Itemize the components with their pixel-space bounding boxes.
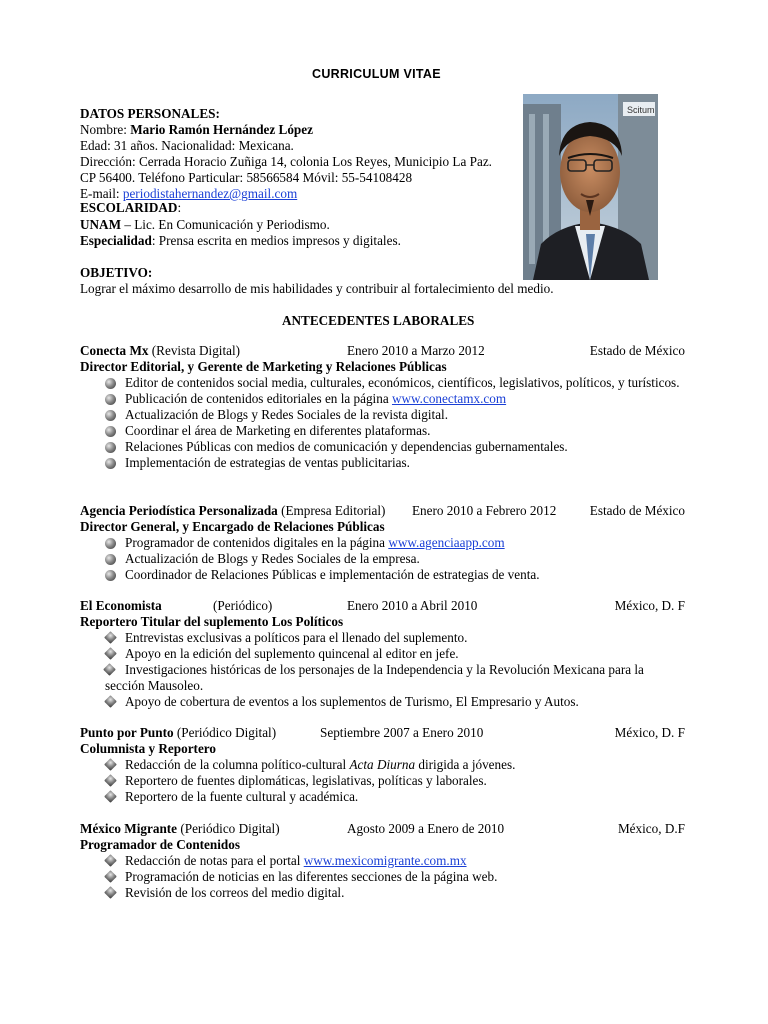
job-header: Punto por Punto (Periódico Digital) Septiembre 2007 a Enero 2010 México, D. F [80,725,685,740]
specialty-line: Especialidad: Prensa escrita en medios impresos y digitales. [80,233,401,248]
personal-heading: DATOS PERSONALES: [80,106,220,121]
job-entry-punto [80,725,685,805]
job-entry-agencia [80,503,685,583]
list-item: Actualización de Blogs y Redes Sociales de la revista digital. [80,407,685,423]
bullet-icon [105,426,116,437]
list-item: Investigaciones históricas de los personajes de la Independencia y la Revolución Mexicana para la sección Mausoleo. [105,662,644,693]
job-period: Septiembre 2007 a Enero 2010 [320,725,484,740]
job-duties [80,630,685,710]
phone-line: CP 56400. Teléfono Particular: 58566584 Móvil: 55-54108428 [80,170,413,185]
list-item: Reportero de la fuente cultural y académica. [80,789,685,805]
bullet-icon [105,378,116,389]
job-location: Estado de México [589,503,685,518]
bullet-icon [104,758,117,771]
job-period: Agosto 2009 a Enero de 2010 [347,821,505,836]
job-entry-migrante [80,821,685,901]
job-period: Enero 2010 a Marzo 2012 [347,343,485,358]
bullet-icon [104,790,117,803]
list-item: Programación de noticias en las diferentes secciones de la página web. [80,869,685,885]
bullet-icon [104,774,117,787]
email-link[interactable]: periodistahernandez@gmail.com [122,186,298,201]
list-item: Redacción de notas para el portal www.mexicomigrante.com.mx [80,853,685,869]
job-header: Conecta Mx (Revista Digital) Enero 2010 a Marzo 2012 Estado de México [80,343,685,358]
education-heading: ESCOLARIDAD: [80,200,182,215]
list-item: Implementación de estrategias de ventas publicitarias. [80,455,685,471]
job-role: Programador de Contenidos [80,837,240,852]
list-item: Redacción de la columna político-cultural Acta Diurna dirigida a jóvenes. [80,757,685,773]
document-title: CURRICULUM VITAE [312,67,441,81]
job-role: Reportero Titular del suplemento Los Políticos [80,614,344,629]
bullet-icon [104,886,117,899]
bullet-icon [103,663,116,676]
job-location: México, D.F [617,821,685,836]
job-location: México, D. F [614,725,685,740]
age-line: Edad: 31 años. Nacionalidad: Mexicana. [80,138,294,153]
job-duties [80,757,685,805]
list-item: Programador de contenidos digitales en la página www.agenciaapp.com [80,535,685,551]
job-entry-conecta [80,343,685,471]
conectamx-link[interactable]: www.conectamx.com [391,391,507,406]
objective-text: Lograr el máximo desarrollo de mis habilidades y contribuir al fortalecimiento del medio. [80,281,554,296]
job-type: (Periódico) [213,598,273,613]
job-role: Director Editorial, y Gerente de Marketing y Relaciones Públicas [80,359,447,374]
job-header: El Economista (Periódico) Enero 2010 a Abril 2010 México, D. F [80,598,685,613]
profile-photo [523,94,658,280]
bullet-icon [104,854,117,867]
email-line: E-mail: periodistahernandez@gmail.com [80,186,298,201]
bullet-icon [104,647,117,660]
bullet-icon [105,554,116,565]
list-item: Actualización de Blogs y Redes Sociales de la empresa. [80,551,685,567]
job-header: Agencia Periodística Personalizada (Empresa Editorial) Enero 2010 a Febrero 2012 Estado de México [80,503,685,518]
job-duties [80,375,685,471]
bullet-icon [105,570,116,581]
bullet-icon [105,410,116,421]
bullet-icon [105,394,116,405]
job-duties [80,853,685,901]
objective-heading: OBJETIVO: [80,265,153,280]
name-line: Nombre: Mario Ramón Hernández López [80,122,313,137]
list-item: Editor de contenidos social media, culturales, económicos, científicos, legislativos, políticos, y turísticos. [80,375,685,391]
agenciaapp-link[interactable]: www.agenciaapp.com [388,535,505,550]
bullet-icon [104,695,117,708]
job-role: Director General, y Encargado de Relaciones Públicas [80,519,385,534]
job-period: Enero 2010 a Abril 2010 [347,598,478,613]
bullet-icon [104,870,117,883]
bullet-icon [105,458,116,469]
job-location: Estado de México [589,343,685,358]
list-item: Publicación de contenidos editoriales en la página www.conectamx.com [80,391,685,407]
address-line: Dirección: Cerrada Horacio Zuñiga 14, colonia Los Reyes, Municipio La Paz. [80,154,492,169]
list-item: Reportero de fuentes diplomáticas, legislativas, políticas y laborales. [80,773,685,789]
job-duties [80,535,685,583]
degree-line: UNAM – Lic. En Comunicación y Periodismo. [80,217,330,232]
list-item: Coordinador de Relaciones Públicas e implementación de estrategias de venta. [80,567,685,583]
job-period: Enero 2010 a Febrero 2012 [412,503,557,518]
list-item: Apoyo de cobertura de eventos a los suplementos de Turismo, El Empresario y Autos. [80,694,685,710]
full-name: Mario Ramón Hernández López [130,122,313,137]
job-role: Columnista y Reportero [80,741,217,756]
job-location: México, D. F [614,598,685,613]
job-header: México Migrante (Periódico Digital) Agosto 2009 a Enero de 2010 México, D.F [80,821,685,836]
bullet-icon [105,538,116,549]
work-heading: ANTECEDENTES LABORALES [282,313,475,328]
bullet-icon [104,631,117,644]
sign-text: Scitum [627,105,655,115]
list-item: Apoyo en la edición del suplemento quincenal al editor en jefe. [80,646,685,662]
job-entry-economista [80,598,685,710]
list-item: Coordinar el área de Marketing en diferentes plataformas. [80,423,685,439]
bullet-icon [105,442,116,453]
list-item: Entrevistas exclusivas a políticos para el llenado del suplemento. [80,630,685,646]
mexicomigrante-link[interactable]: www.mexicomigrante.com.mx [303,853,467,868]
list-item: Revisión de los correos del medio digital. [80,885,685,901]
list-item: Relaciones Públicas con medios de comunicación y dependencias gubernamentales. [80,439,685,455]
portrait-image [523,94,658,280]
